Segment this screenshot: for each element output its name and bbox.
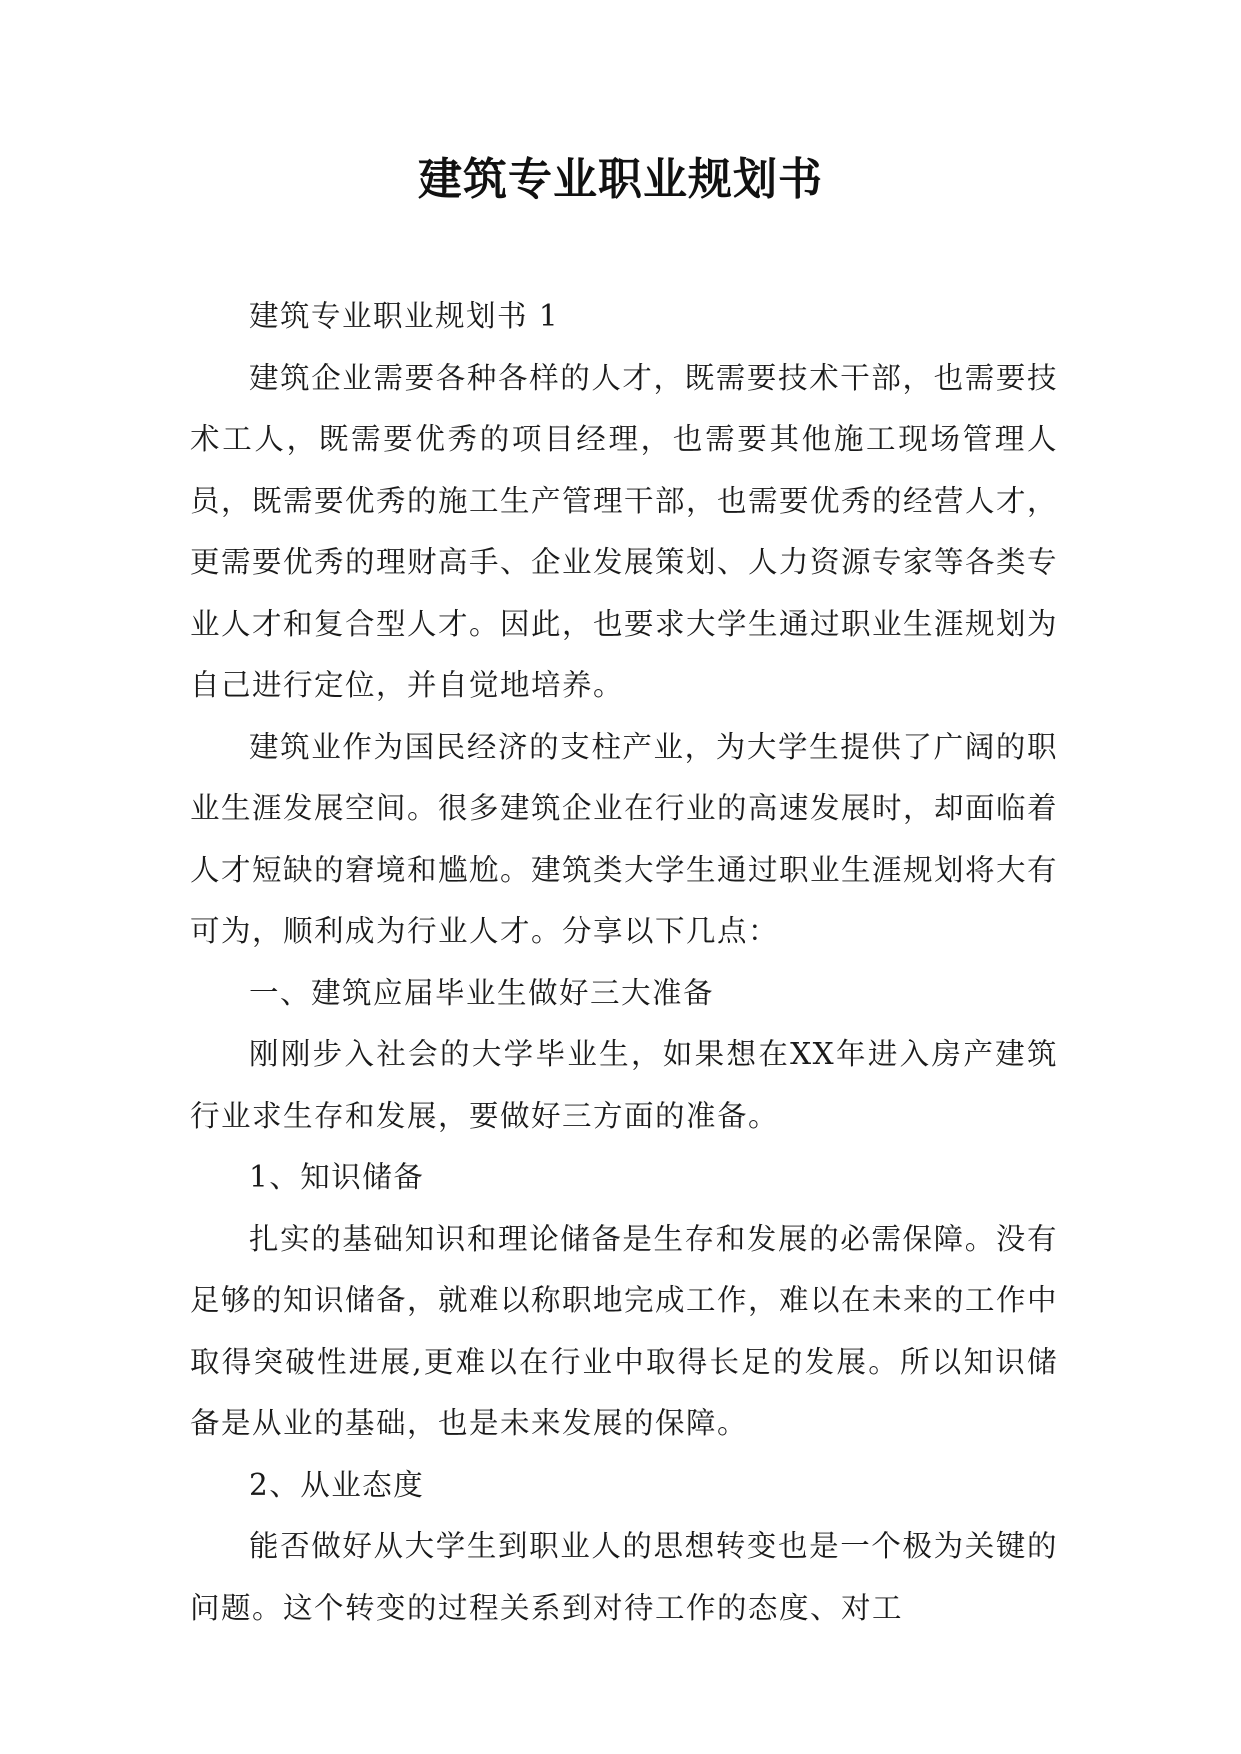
document-title: 建筑专业职业规划书 bbox=[418, 154, 823, 205]
paragraph: 能否做好从大学生到职业人的思想转变也是一个极为关键的问题。这个转变的过程关系到对待工作的态度、对工 bbox=[190, 1529, 1058, 1625]
section-heading: 建筑专业职业规划书 1 bbox=[249, 299, 560, 333]
paragraph: 刚刚步入社会的大学毕业生，如果想在XX年进入房产建筑行业求生存和发展，要做好三方面的准备。 bbox=[190, 1037, 1058, 1133]
paragraph: 建筑企业需要各种各样的人才，既需要技术干部，也需要技术工人，既需要优秀的项目经理，也需要其他施工现场管理人员，既需要优秀的施工生产管理干部，也需要优秀的经营人才，更需要优秀的理财高手、企业发展策划、人力资源专家等各类专业人才和复合型人才。因此，也要求大学生通过职业生涯规划为自己进行定位，并自觉地培养。 bbox=[190, 360, 1059, 702]
subsection-heading: 2、从业态度 bbox=[249, 1467, 425, 1502]
subsection-heading: 1、知识储备 bbox=[249, 1160, 425, 1194]
paragraph: 扎实的基础知识和理论储备是生存和发展的必需保障。没有足够的知识储备，就难以称职地完成工作，难以在未来的工作中取得突破性进展,更难以在行业中取得长足的发展。所以知识储备是从业的基础，也是未来发展的保障。 bbox=[190, 1221, 1059, 1440]
document-body bbox=[190, 286, 1058, 1639]
section-heading: 一、建筑应届毕业生做好三大准备 bbox=[249, 975, 715, 1010]
paragraph: 建筑业作为国民经济的支柱产业，为大学生提供了广阔的职业生涯发展空间。很多建筑企业在行业的高速发展时，却面临着人才短缺的窘境和尴尬。建筑类大学生通过职业生涯规划将大有可为，顺利成为行业人才。分享以下几点： bbox=[190, 729, 1059, 948]
